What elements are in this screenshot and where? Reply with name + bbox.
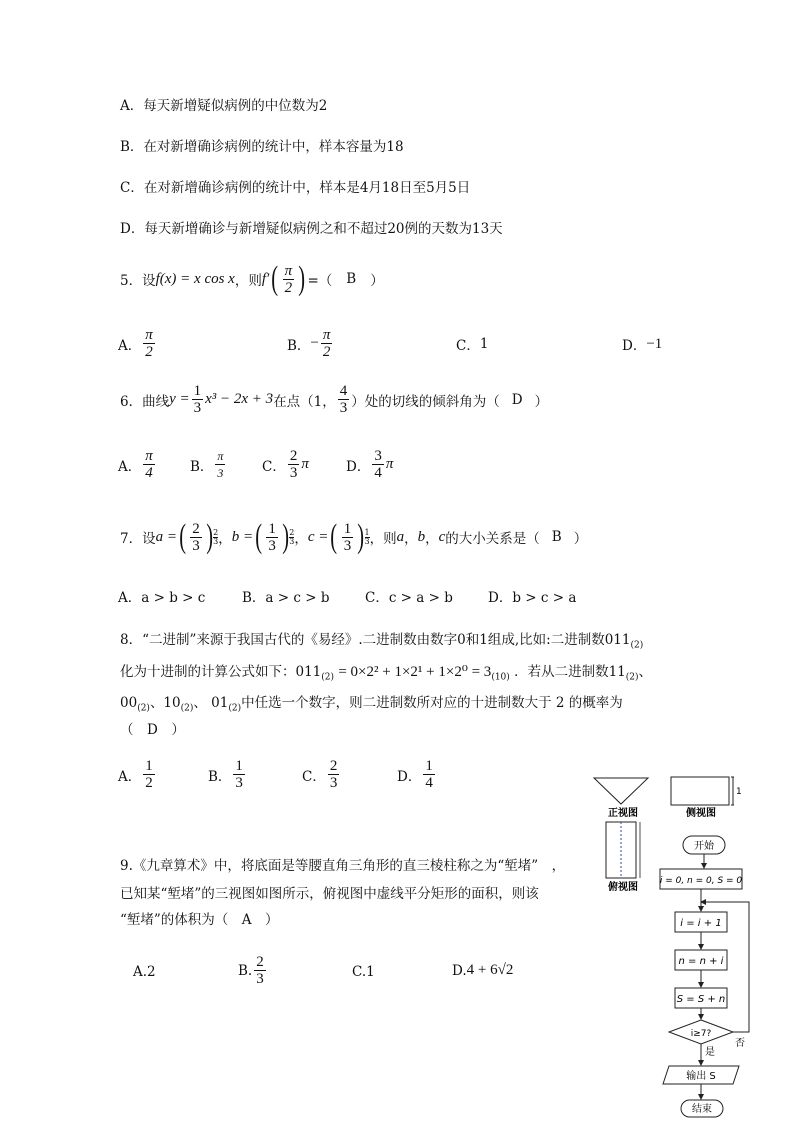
q5-answer: B	[346, 271, 357, 287]
q5-close: ）	[370, 273, 384, 289]
q5-prefix: 5．设	[120, 273, 156, 289]
q4-option-d: D．每天新增确诊与新增疑似病例之和不超过20例的天数为13天	[120, 221, 503, 237]
q9-option-b: B. $\frac{2}{3}$	[238, 954, 264, 987]
flow-step2-text: n = n + i	[678, 956, 724, 967]
q5-option-a: A． $\frac{\pi}{2}$	[118, 327, 153, 360]
q6-option-d: D． $\frac{3}{4}$ π	[346, 448, 394, 481]
top-view-label: 俯视图	[608, 882, 638, 893]
front-view-label: 正视图	[608, 808, 638, 819]
q4-option-c: C．在对新增确诊病例的统计中，样本是4月18日至5月5日	[120, 180, 471, 196]
q7-stem: 7．设 a = ( $\frac{2}{3}$ ) 2 3 ， b = ( $\frac{1}{3}$ ) 2 3 ， c = ( $\frac{1}{3}$ ) 1 3 ，则 a ， b ， c 的大小关系是（ B ）	[120, 518, 588, 555]
q7-answer: B	[551, 529, 562, 545]
q6-option-c: C． $\frac{2}{3}$ π	[262, 448, 309, 481]
q9-option-d: D. 4 + 6√2	[452, 962, 514, 979]
q9-line-2: 已知某“堑堵”的三视图如图所示，俯视图中虚线平分矩形的面积，则该	[120, 886, 539, 902]
flow-yes-label: 是	[705, 1047, 715, 1058]
q6-option-a: A． $\frac{\pi}{4}$	[118, 448, 153, 481]
flow-end-text: 结束	[692, 1104, 712, 1115]
front-view-shape	[594, 778, 648, 804]
q9-line-3: “堑堵”的体积为（ A ）	[120, 912, 279, 928]
flow-condition-text: i≥7?	[690, 1029, 712, 1039]
q9-option-c: C. 1	[352, 964, 375, 980]
flow-start-text: 开始	[694, 841, 714, 852]
q9-line-1: 9.《九章算术》中，将底面是等腰直角三角形的直三棱柱称之为“堑堵” ，	[120, 858, 566, 874]
q4-option-a: A．每天新增疑似病例的中位数为2	[120, 98, 328, 114]
q7-option-a: A．a > b > c	[118, 590, 206, 606]
side-view-shape	[671, 777, 729, 805]
q8-option-c: C． $\frac{2}{3}$	[302, 758, 338, 791]
q4-option-b: B．在对新增确诊病例的统计中，样本容量为18	[120, 139, 404, 155]
q7-option-c: C．c > a > b	[365, 590, 453, 606]
q7-option-b: B．a > c > b	[242, 590, 330, 606]
flow-init-text: i = 0, n = 0, S = 0	[659, 876, 743, 886]
q5-fraction: $\frac{\pi}{2}$	[284, 262, 293, 296]
q5-option-c: C． 1	[456, 336, 489, 354]
q5-mid: ，则	[234, 273, 262, 289]
flow-output-text: 输出 S	[686, 1071, 716, 1082]
q5-option-b: B． − $\frac{\pi}{2}$	[287, 327, 331, 360]
q8-option-a: A． $\frac{1}{2}$	[118, 758, 153, 791]
q6-option-b: B． $\frac{\pi}{3}$	[190, 449, 224, 480]
q8-option-b: B． $\frac{1}{3}$	[208, 758, 243, 791]
q8-line-3: $00_{(2)}$、$10_{(2)}$、 $01_{(2)}$中任选一个数字，则二进制数所对应的十进制数大于 2 的概率为	[120, 695, 623, 714]
q5-function: f(x) = x cos x	[155, 270, 235, 287]
flow-no-label: 否	[735, 1038, 745, 1049]
flow-step1-text: i = i + 1	[680, 918, 722, 929]
q5-derivative: f′	[261, 270, 270, 287]
q5-stem: 5．设 f(x) = x cos x ，则 f′ ( $\frac{\pi}{2}$ ) =（ B ）	[120, 260, 384, 297]
q6-stem: 6．曲线 y = $\frac{1}{3}$ x³ − 2x + 3 在点（1， $\frac{4}{3}$ ）处的切线的倾斜角为（ D ）	[120, 383, 549, 416]
q9-option-a: A. 2	[133, 964, 156, 980]
side-dim-label: 1	[736, 787, 742, 797]
flow-step3-text: S = S + n	[676, 994, 726, 1005]
q8-line-2: 化为十进制的计算公式如下：$011_{(2)} = 0\times 2^2 + 1\times 2^1 + 1\times 2^0 = 3_{(10)}$ ．若从二进制数$11_{(2)}$、	[120, 664, 653, 683]
q8-line-1: 8．“二进制”来源于我国古代的《易经》.二进制数由数字0和1组成,比如:二进制数$011_{(2)}$	[120, 632, 644, 651]
q5-suffix: =（	[307, 273, 333, 289]
q8-answer: （ D ）	[120, 722, 185, 738]
q6-answer: D	[511, 391, 523, 408]
side-view-label: 侧视图	[686, 808, 716, 819]
q7-option-d: D．b > c > a	[488, 590, 577, 606]
flowchart	[655, 832, 775, 1122]
q8-option-d: D． $\frac{1}{4}$	[397, 758, 433, 791]
q5-option-d: D． −1	[622, 335, 663, 354]
